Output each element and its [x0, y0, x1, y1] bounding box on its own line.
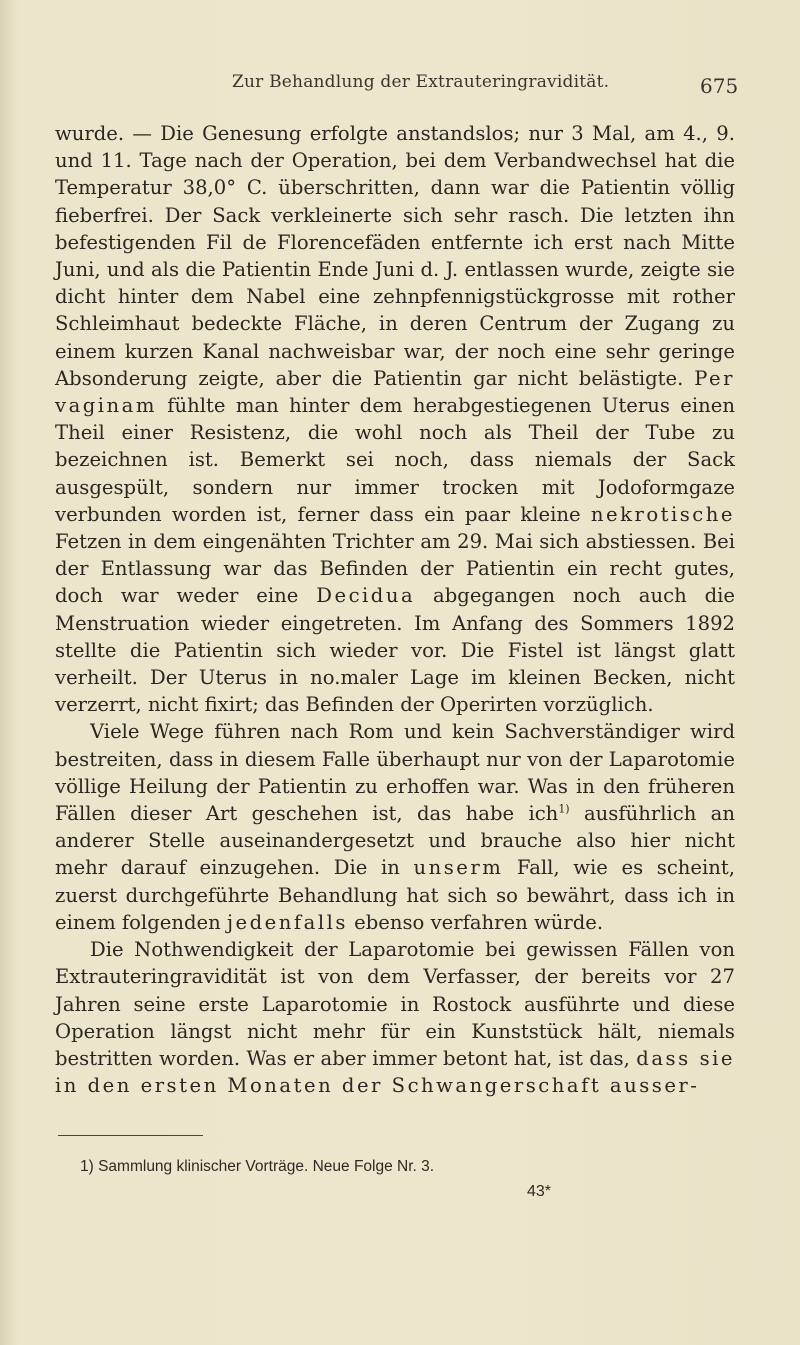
footnote: 1) Sammlung klinischer Vorträge. Neue Folge Nr. 3.	[80, 1158, 435, 1175]
spaced-emphasis: dass sie in den ersten Monaten der Schwangerschaft ausser-	[55, 1046, 736, 1098]
text-run: wurde. — Die Genesung erfolgte anstandslos; nur 3 Mal, am 4., 9. und 11. Tage nach der Operation, bei dem Verbandwechsel hat die Temperatur 38,0° C. überschritten, dann war die Patientin völlig fieberfrei. Der Sack verkleinerte sich sehr rasch. Die letzten ihn befestigenden Fil de Florencefäden entfernte ich erst nach Mitte Juni, und als die Patientin Ende Juni d. J. entlassen wurde, zeigte sie dicht hinter dem Nabel eine zehnpfennigstückgrosse mit rother Schleimhaut bedeckte Fläche, in deren Centrum der Zugang zu einem kurzen Kanal nachweisbar war, der noch eine sehr geringe Absonderung zeigte, aber die Patientin gar nicht belästigte.	[55, 122, 735, 390]
spaced-emphasis: jedenfalls	[226, 910, 348, 934]
footnote-marker: 1)	[558, 802, 570, 816]
running-title: Zur Behandlung der Extrauteringravidität.	[232, 72, 610, 92]
text-run: abgegangen noch auch die Menstruation wieder eingetreten. Im Anfang des Sommers 1892 stellte die Patientin sich wieder vor. Die Fistel ist längst glatt verheilt. Der Uterus in no.maler Lage im kleinen Becken, nicht verzerrt, nicht fixirt; das Befinden der Operirten vorzüglich.	[55, 584, 735, 717]
paragraph	[55, 936, 735, 1099]
printer-signature: 43*	[527, 1183, 552, 1200]
spaced-emphasis: nekrotische	[590, 502, 735, 526]
page-number: 675	[700, 74, 739, 98]
page-header	[0, 72, 800, 106]
text-run: ausführlich an anderer Stelle auseinandergesetzt und brauche also hier nicht mehr darauf einzugehen. Die in	[55, 802, 735, 880]
footnote-rule	[58, 1135, 203, 1136]
text-run: Viele Wege führen nach Rom und kein Sachverständiger wird bestreiten, dass in diesem Falle überhaupt nur von der Laparotomie völlige Heilung der Patientin zu erhoffen war. Was in den früheren Fällen dieser Art geschehen ist, das habe ich	[55, 720, 735, 826]
text-run: Die Nothwendigkeit der Laparotomie bei gewissen Fällen von Extrauteringravidität ist von dem Verfasser, der bereits vor 27 Jahren seine erste Laparotomie in Rostock ausführte und diese Operation längst nicht mehr für ein Kunststück hält, niemals bestritten worden. Was er aber immer betont hat, ist das,	[55, 938, 735, 1070]
spaced-emphasis: unserm	[413, 856, 504, 880]
spaced-emphasis: Decidua	[316, 584, 416, 608]
text-run: fühlte man hinter dem herabgestiegenen Uterus einen Theil einer Resistenz, die wohl noch als Theil der Tube zu bezeichnen ist. Bemerkt sei noch, dass niemals der Sack ausgespült, sondern nur immer trocken mit Jodoformgaze verbunden worden ist, ferner dass ein paar kleine	[55, 394, 735, 526]
text-run: Fetzen in dem eingenähten Trichter am 29. Mai sich abstiessen. Bei der Entlassung war das Befinden der Patientin ein recht gutes, doch war weder eine	[55, 530, 735, 608]
body-text	[55, 120, 735, 1099]
text-run: ebenso verfahren würde.	[347, 910, 604, 934]
paragraph	[55, 120, 735, 718]
spaced-emphasis: Per vaginam	[55, 366, 735, 418]
text-run: Fall, wie es scheint, zuerst durchgeführte Behandlung hat sich so bewährt, dass ich in einem folgenden	[55, 856, 735, 934]
paragraph	[55, 718, 735, 936]
